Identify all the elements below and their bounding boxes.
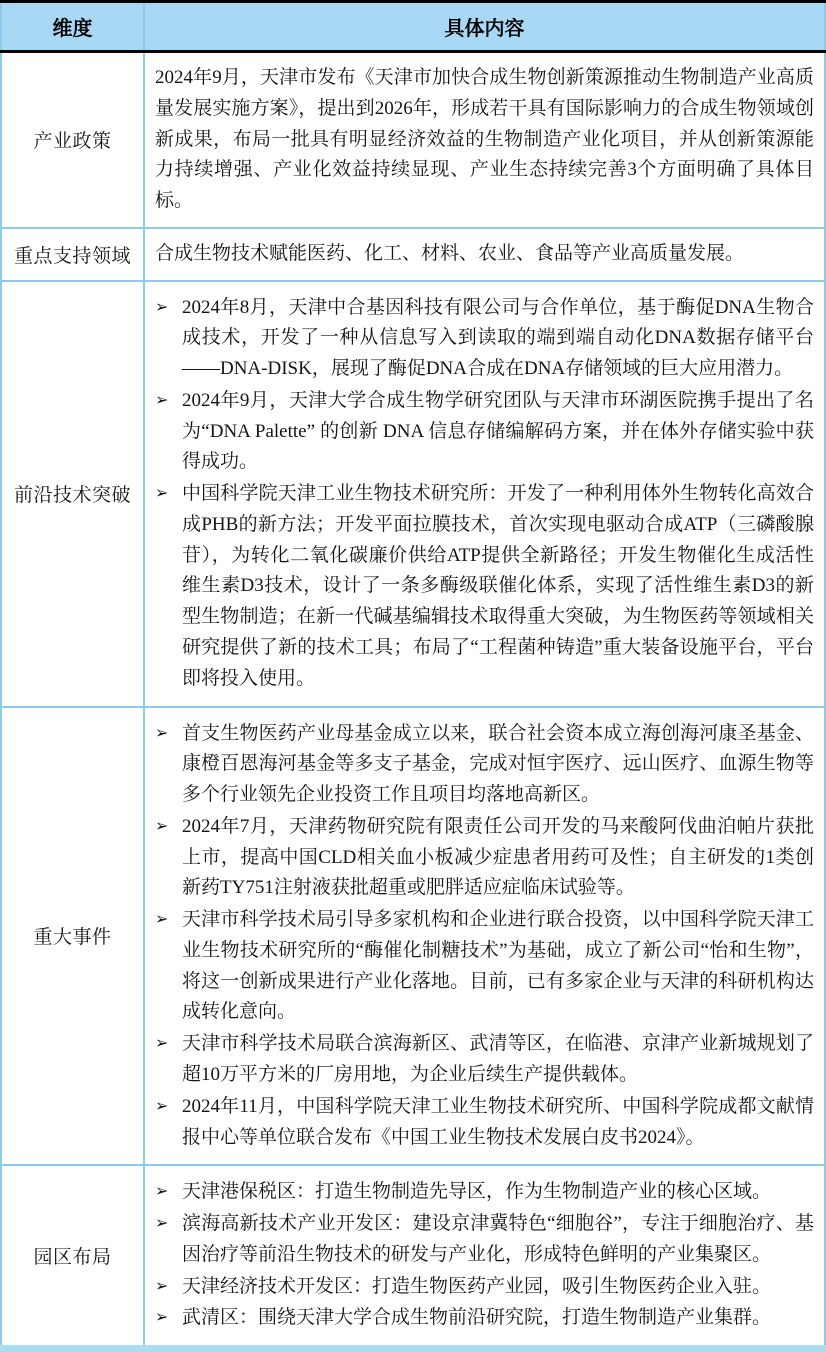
bullet-text: 天津市科学技术局联合滨海新区、武清等区，在临港、京津产业新城规划了超10万平方米的厂房用地，为企业后续生产提供载体。 [182, 1033, 814, 1085]
arrow-bullet-icon: ➢ [155, 1097, 169, 1115]
dimension-cell: 产业政策 [1, 52, 144, 228]
arrow-bullet-icon: ➢ [155, 817, 169, 835]
arrow-bullet-icon: ➢ [155, 1215, 169, 1233]
arrow-bullet-icon: ➢ [155, 1183, 169, 1201]
bullet-item [155, 1272, 814, 1303]
arrow-bullet-icon: ➢ [155, 911, 169, 929]
bullet-text: 中国科学院天津工业生物技术研究所：开发了一种利用体外生物转化高效合成PHB的新方法；开发平面拉膜技术，首次实现电驱动合成ATP（三磷酸腺苷），为转化二氧化碳廉价供给ATP提供全新路径；开发生物催化生成活性维生素D3技术，设计了一条多酶级联催化体系，实现了活性维生素D3的新型生物制造；在新一代碱基编辑技术取得重大突破，为生物医药等领域相关研究提供了新的技术工具；布局了“工程菌种铸造”重大装备设施平台，平台即将投入使用。 [182, 483, 814, 689]
content-paragraph: 2024年9月，天津市发布《天津市加快合成生物创新策源推动生物制造产业高质量发展实施方案》，提出到2026年，形成若干具有国际影响力的合成生物领域创新成果，布局一批具有明显经济效益的生物制造产业化项目，并从创新策源能力持续增强、产业化效益持续显现、产业生态持续完善3个方面明确了具体目标。 [155, 67, 814, 212]
bullet-item [155, 386, 814, 478]
bullet-text: 2024年7月，天津药物研究院有限责任公司开发的马来酸阿伐曲泊帕片获批上市，提高中国CLD相关血小板减少症患者用药可及性；自主研发的1类创新药TY751注射液获批超重或肥胖适应症临床试验等。 [182, 815, 814, 899]
bullet-text: 滨海高新技术产业开发区：建设京津冀特色“细胞谷”，专注于细胞治疗、基因治疗等前沿生物技术的研发与产业化，形成特色鲜明的产业集聚区。 [182, 1213, 814, 1265]
table-header-row [1, 2, 825, 52]
bullet-text: 天津经济技术开发区：打造生物医药产业园，吸引生物医药企业入驻。 [182, 1275, 772, 1297]
dimension-cell: 重点支持领域 [1, 228, 144, 281]
bullet-item [155, 479, 814, 694]
dimension-cell: 园区布局 [1, 1165, 144, 1348]
table-row [1, 707, 825, 1166]
table-row [1, 281, 825, 707]
content-cell [144, 228, 825, 281]
bullet-text: 2024年11月，中国科学院天津工业生物技术研究所、中国科学院成都文献情报中心等单位联合发布《中国工业生物技术发展白皮书2024》。 [182, 1095, 814, 1148]
content-cell [144, 707, 825, 1166]
header-content: 具体内容 [144, 2, 825, 52]
arrow-bullet-icon: ➢ [155, 485, 169, 503]
header-dimension: 维度 [1, 2, 144, 52]
bullet-text: 天津港保税区：打造生物制造先导区，作为生物制造产业的核心区域。 [182, 1181, 772, 1203]
dimension-cell: 重大事件 [1, 707, 144, 1166]
bullet-item [155, 1303, 814, 1334]
arrow-bullet-icon: ➢ [155, 1309, 169, 1327]
bullet-text: 天津市科学技术局引导多家机构和企业进行联合投资，以中国科学院天津工业生物技术研究所的“酶催化制糖技术”为基础，成立了新公司“怡和生物”，将这一创新成果进行产业化落地。目前，已有多家企业与天津的科研机构达成转化意向。 [182, 909, 814, 1023]
arrow-bullet-icon: ➢ [155, 724, 169, 742]
arrow-bullet-icon: ➢ [155, 1277, 169, 1295]
table-row [1, 52, 825, 228]
content-cell [144, 52, 825, 228]
bullet-text: 2024年9月，天津大学合成生物学研究团队与天津市环湖医院携手提出了名为“DNA Palette” 的创新 DNA 信息存储编解码方案，并在体外存储实验中获得成功。 [182, 389, 814, 473]
bullet-text: 首支生物医药产业母基金成立以来，联合社会资本成立海创海河康圣基金、康橙百恩海河基金等多支子基金，完成对恒宇医疗、远山医疗、血源生物等多个行业领先企业投资工作且项目均落地高新区。 [182, 722, 814, 806]
bullet-item [155, 293, 814, 385]
table-body [1, 52, 825, 1349]
content-cell [144, 1165, 825, 1348]
bullet-text: 武清区：围绕天津大学合成生物前沿研究院，打造生物制造产业集群。 [182, 1307, 772, 1329]
content-paragraph: 合成生物技术赋能医药、化工、材料、农业、食品等产业高质量发展。 [155, 242, 745, 264]
bullet-text: 2024年8月，天津中合基因科技有限公司与合作单位，基于酶促DNA生物合成技术，开发了一种从信息写入到读取的端到端自动化DNA数据存储平台——DNA-DISK，展现了酶促DNA合成在DNA存储领域的巨大应用潜力。 [182, 296, 814, 380]
bullet-item [155, 1177, 814, 1208]
content-cell [144, 281, 825, 707]
bullet-item [155, 719, 814, 811]
arrow-bullet-icon: ➢ [155, 1035, 169, 1053]
bullet-item [155, 1092, 814, 1154]
arrow-bullet-icon: ➢ [155, 298, 169, 316]
bullet-item [155, 905, 814, 1028]
arrow-bullet-icon: ➢ [155, 391, 169, 409]
table-row [1, 1165, 825, 1348]
table-row [1, 228, 825, 281]
bullet-item [155, 1209, 814, 1271]
bullet-item [155, 1029, 814, 1091]
bullet-item [155, 812, 814, 904]
dimension-cell: 前沿技术突破 [1, 281, 144, 707]
